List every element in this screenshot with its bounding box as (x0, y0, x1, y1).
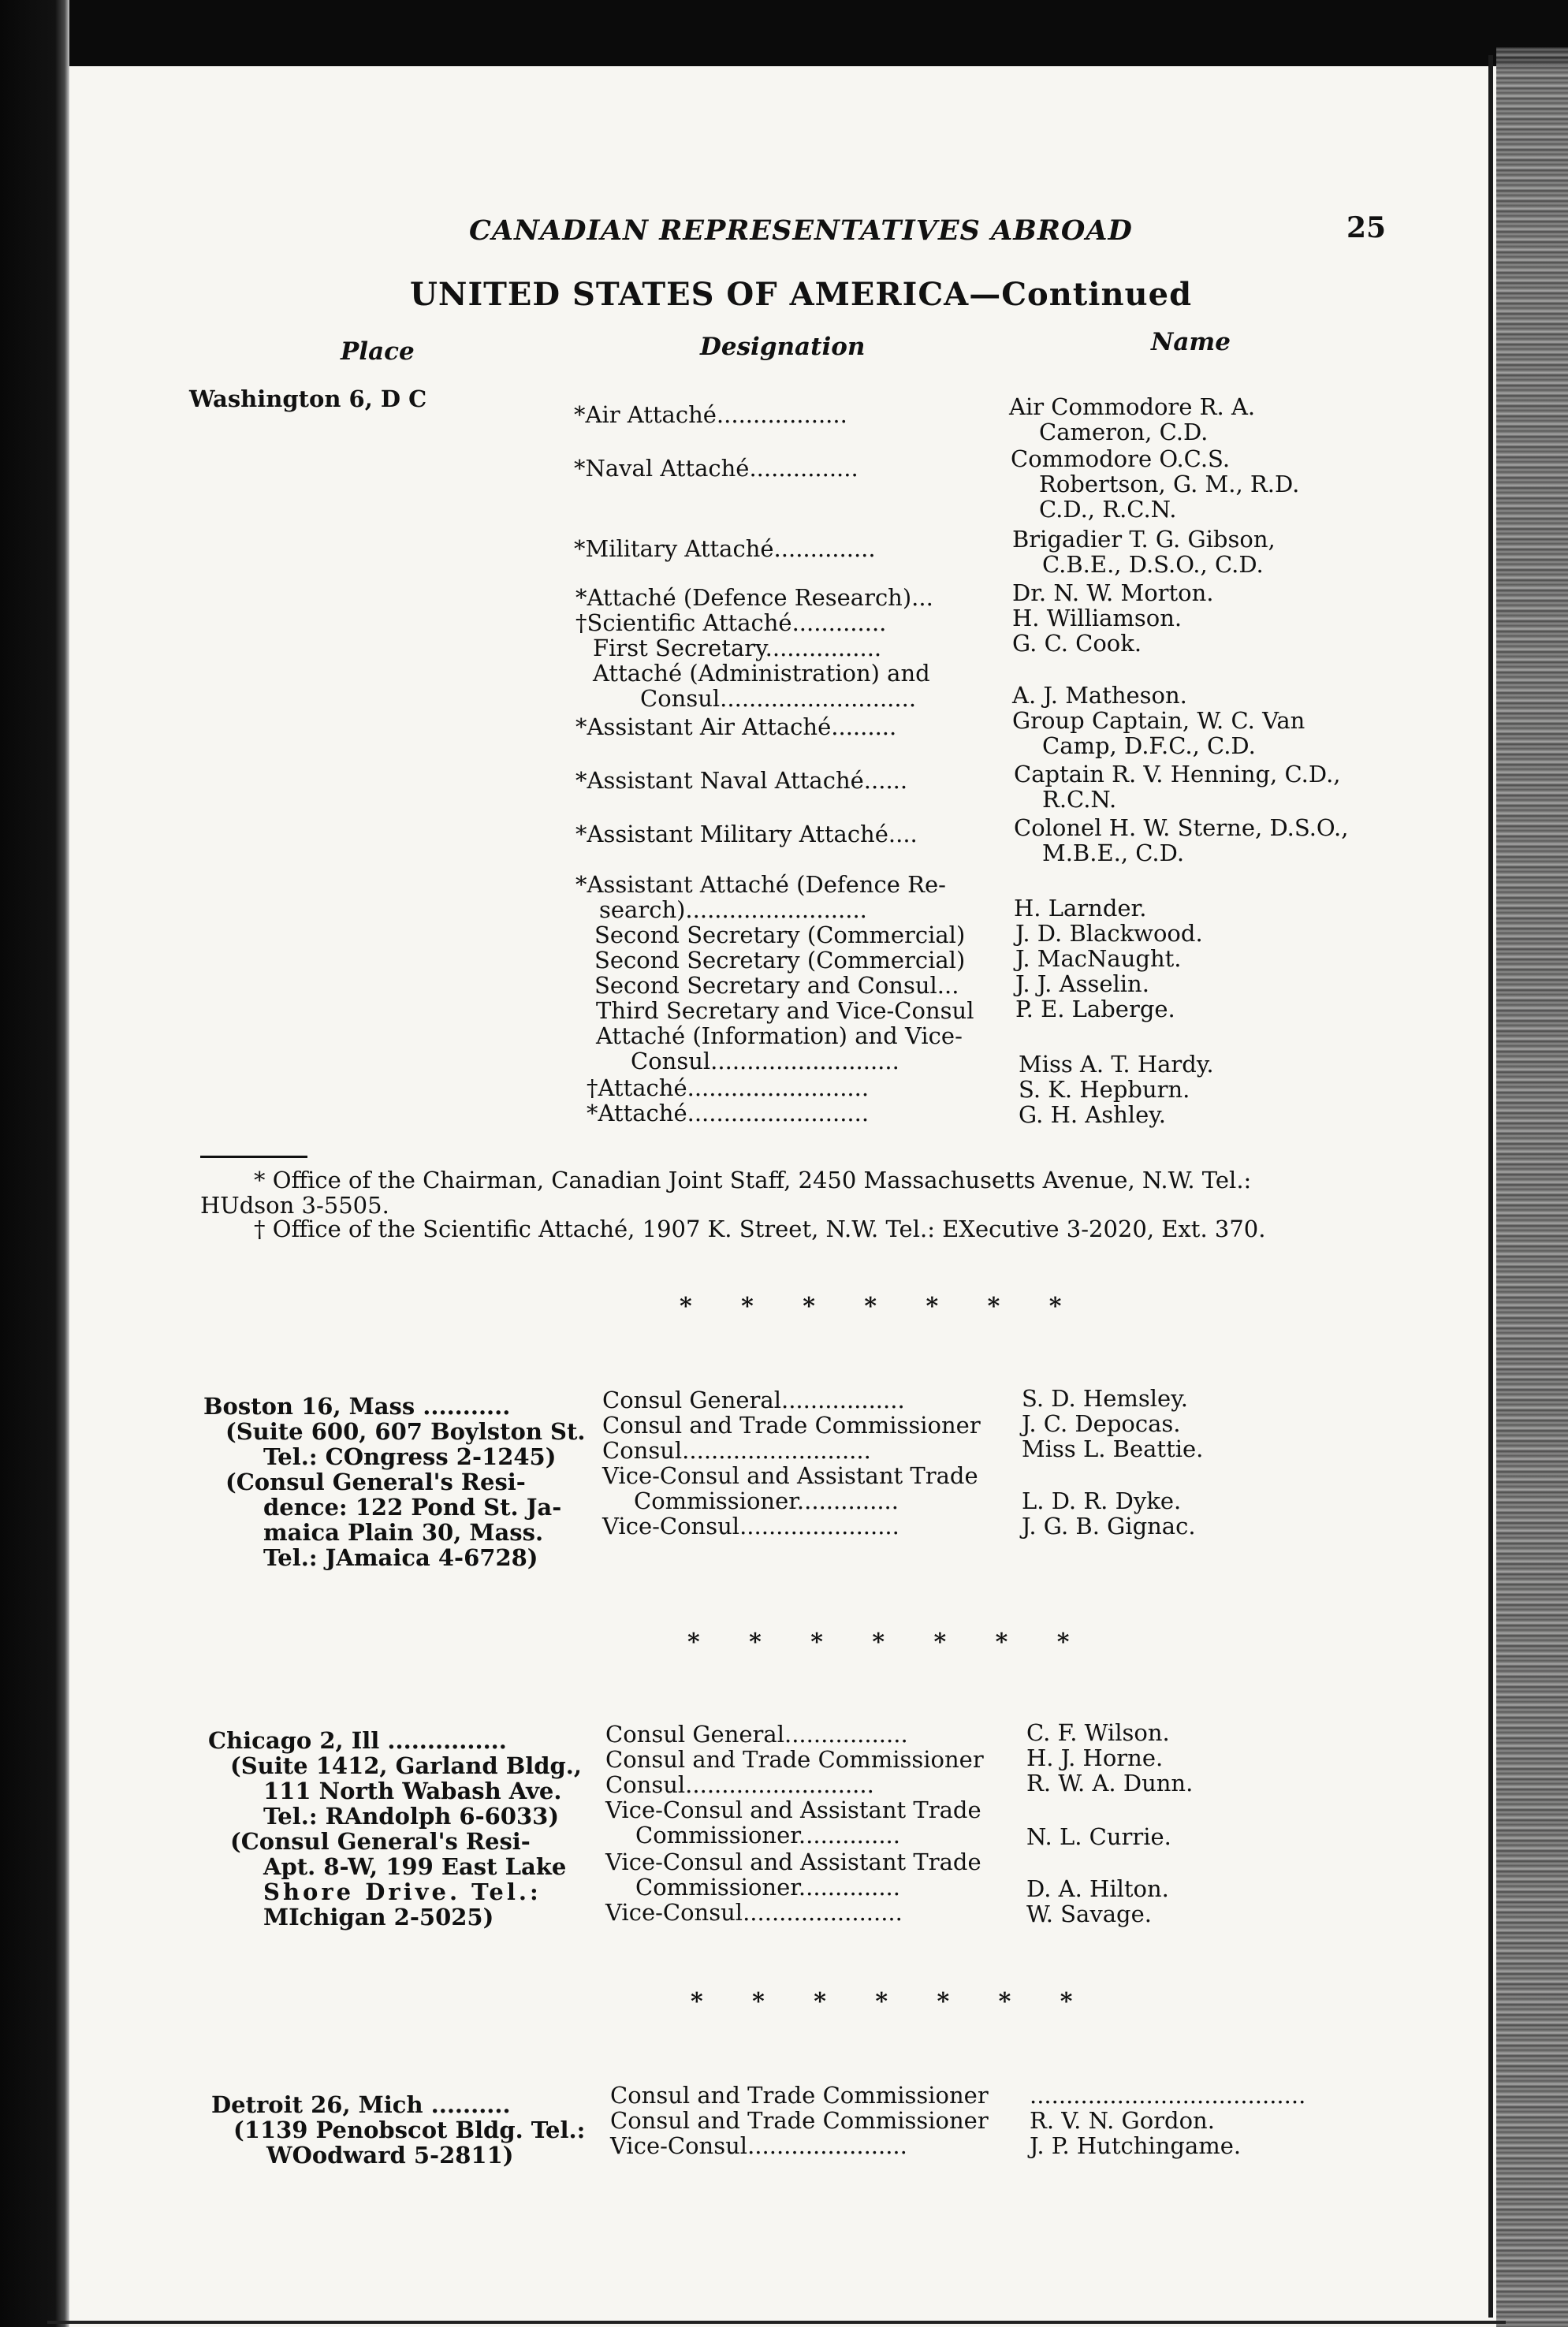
running-head: CANADIAN REPRESENTATIVES ABROAD (469, 214, 1133, 247)
designation: Consul and Trade Commissioner (610, 2107, 989, 2134)
place-detail: Tel.: RAndolph 6-6033) (263, 1803, 560, 1830)
name: N. L. Currie. (1026, 1823, 1171, 1850)
name: Commodore O.C.S. (1011, 445, 1231, 472)
footnote-rule (200, 1156, 307, 1158)
place-detail: (Consul General's Resi- (225, 1469, 526, 1495)
name-leader: ...................................... (1030, 2082, 1306, 2109)
place-detail: 111 North Wabash Ave. (263, 1778, 562, 1804)
designation: Consul General................. (602, 1387, 905, 1413)
column-header-name: Name (1151, 328, 1231, 356)
place-detroit: Detroit 26, Mich .......... (211, 2091, 511, 2118)
section-separator: * * * * * * * (680, 1293, 1082, 1320)
designation: Commissioner.............. (635, 1874, 900, 1901)
designation: *Naval Attaché............... (574, 455, 858, 482)
name: J. J. Asselin. (1015, 970, 1149, 997)
scan-right-edge-line (1488, 55, 1493, 2318)
name: H. J. Horne. (1026, 1744, 1164, 1771)
name: R. W. A. Dunn. (1026, 1770, 1194, 1796)
name: S. D. Hemsley. (1022, 1385, 1188, 1412)
name: Dr. N. W. Morton. (1012, 579, 1214, 606)
designation: Vice-Consul...................... (605, 1899, 903, 1926)
designation: *Attaché......................... (587, 1100, 870, 1126)
name: J. D. Blackwood. (1015, 920, 1203, 947)
place-detail: MIchigan 2-5025) (263, 1904, 494, 1930)
name: Group Captain, W. C. Van (1012, 707, 1305, 734)
designation: *Assistant Naval Attaché...... (575, 767, 908, 794)
name: J. G. B. Gignac. (1022, 1513, 1196, 1540)
designation: Consul and Trade Commissioner (610, 2082, 989, 2109)
designation: Second Secretary and Consul... (594, 972, 959, 999)
name: H. Williamson. (1012, 605, 1183, 631)
designation: *Assistant Attaché (Defence Re- (575, 871, 946, 898)
name: R. V. N. Gordon. (1030, 2107, 1215, 2134)
column-header-place: Place (341, 337, 415, 366)
name: M.B.E., C.D. (1042, 840, 1185, 866)
designation: Vice-Consul and Assistant Trade (602, 1462, 978, 1489)
designation: Commissioner.............. (634, 1487, 899, 1514)
page-number: 25 (1346, 211, 1387, 244)
place-detail: Tel.: JAmaica 4-6728) (263, 1544, 538, 1571)
designation: Consul........................... (640, 685, 917, 712)
name: W. Savage. (1026, 1901, 1152, 1927)
scan-right-border (1496, 47, 1568, 2327)
name: Miss A. T. Hardy. (1019, 1051, 1214, 1078)
name: L. D. R. Dyke. (1022, 1487, 1182, 1514)
scan-bottom-line (47, 2321, 1506, 2324)
place-detail: Shore Drive. Tel.: (263, 1878, 542, 1905)
name: G. C. Cook. (1012, 630, 1142, 657)
name: P. E. Laberge. (1015, 996, 1175, 1022)
place-chicago: Chicago 2, Ill ............... (208, 1727, 507, 1754)
designation: First Secretary................ (593, 635, 882, 661)
designation: Consul.......................... (605, 1771, 874, 1798)
place-detail: WOodward 5-2811) (266, 2142, 514, 2169)
place-washington: Washington 6, D C (189, 385, 427, 412)
name: S. K. Hepburn. (1019, 1076, 1190, 1103)
name: J. MacNaught. (1015, 945, 1182, 972)
section-separator: * * * * * * * (687, 1629, 1090, 1656)
name: J. P. Hutchingame. (1030, 2132, 1242, 2159)
designation: *Air Attaché.................. (574, 401, 847, 428)
designation: Vice-Consul and Assistant Trade (605, 1796, 981, 1823)
name: Brigadier T. G. Gibson, (1012, 526, 1276, 553)
designation: Consul and Trade Commissioner (605, 1746, 984, 1773)
name: Cameron, C.D. (1039, 419, 1209, 445)
designation: Third Secretary and Vice-Consul (596, 997, 974, 1024)
designation: Consul and Trade Commissioner (602, 1412, 981, 1439)
designation: Consul.......................... (602, 1437, 871, 1464)
designation: *Attaché (Defence Research)... (575, 584, 933, 611)
name: Colonel H. W. Sterne, D.S.O., (1014, 814, 1349, 841)
designation: *Assistant Military Attaché.... (575, 821, 918, 847)
name: Miss L. Beattie. (1022, 1435, 1204, 1462)
designation: *Assistant Air Attaché......... (575, 713, 897, 740)
designation: Consul.......................... (631, 1048, 899, 1074)
name: C.B.E., D.S.O., C.D. (1042, 551, 1264, 578)
designation: †Scientific Attaché............. (575, 609, 887, 636)
place-boston: Boston 16, Mass ........... (203, 1393, 511, 1420)
footnote-joint-staff: * Office of the Chairman, Canadian Joint Staff, 2450 Massachusetts Avenue, N.W. Tel.: (254, 1167, 1252, 1193)
designation: Vice-Consul and Assistant Trade (605, 1849, 981, 1875)
name: G. H. Ashley. (1019, 1101, 1166, 1128)
designation: Attaché (Information) and Vice- (596, 1022, 963, 1049)
name: Robertson, G. M., R.D. (1039, 471, 1300, 497)
name: Air Commodore R. A. (1009, 393, 1256, 420)
designation: Commissioner.............. (635, 1822, 900, 1849)
place-detail: maica Plain 30, Mass. (263, 1519, 544, 1546)
page-title: UNITED STATES OF AMERICA—Continued (410, 276, 1193, 313)
name: A. J. Matheson. (1012, 682, 1187, 709)
name: D. A. Hilton. (1026, 1875, 1169, 1902)
name: R.C.N. (1042, 786, 1117, 813)
name: Camp, D.F.C., C.D. (1042, 732, 1256, 759)
designation: Second Secretary (Commercial) (594, 921, 966, 948)
designation: †Attaché......................... (587, 1074, 870, 1101)
name: C. F. Wilson. (1026, 1719, 1170, 1746)
designation: Second Secretary (Commercial) (594, 947, 966, 974)
place-detail: (1139 Penobscot Bldg. Tel.: (233, 2117, 586, 2143)
designation: Consul General................. (605, 1721, 908, 1748)
column-header-designation: Designation (700, 333, 866, 361)
place-detail: Tel.: COngress 2-1245) (263, 1443, 557, 1470)
designation: Vice-Consul...................... (602, 1513, 899, 1540)
section-separator: * * * * * * * (691, 1988, 1093, 2016)
designation: Attaché (Administration) and (593, 660, 930, 687)
name: Captain R. V. Henning, C.D., (1014, 761, 1341, 787)
place-detail: (Consul General's Resi- (230, 1828, 531, 1855)
place-detail: (Suite 600, 607 Boylston St. (225, 1418, 586, 1445)
scan-left-border (0, 0, 69, 2327)
place-detail: (Suite 1412, Garland Bldg., (230, 1752, 582, 1779)
scan-top-border (0, 0, 1568, 66)
name: C.D., R.C.N. (1039, 496, 1177, 523)
name: H. Larnder. (1014, 895, 1147, 921)
designation: search)......................... (599, 896, 867, 923)
designation: *Military Attaché.............. (574, 535, 876, 562)
footnote-scientific: † Office of the Scientific Attaché, 1907 K. Street, N.W. Tel.: EXecutive 3-2020, Ext. 370. (254, 1216, 1266, 1242)
designation: Vice-Consul...................... (610, 2132, 907, 2159)
place-detail: dence: 122 Pond St. Ja- (263, 1494, 562, 1521)
name: J. C. Depocas. (1022, 1410, 1181, 1437)
place-detail: Apt. 8-W, 199 East Lake (263, 1853, 567, 1880)
footnote-joint-staff-cont: HUdson 3-5505. (200, 1192, 389, 1219)
